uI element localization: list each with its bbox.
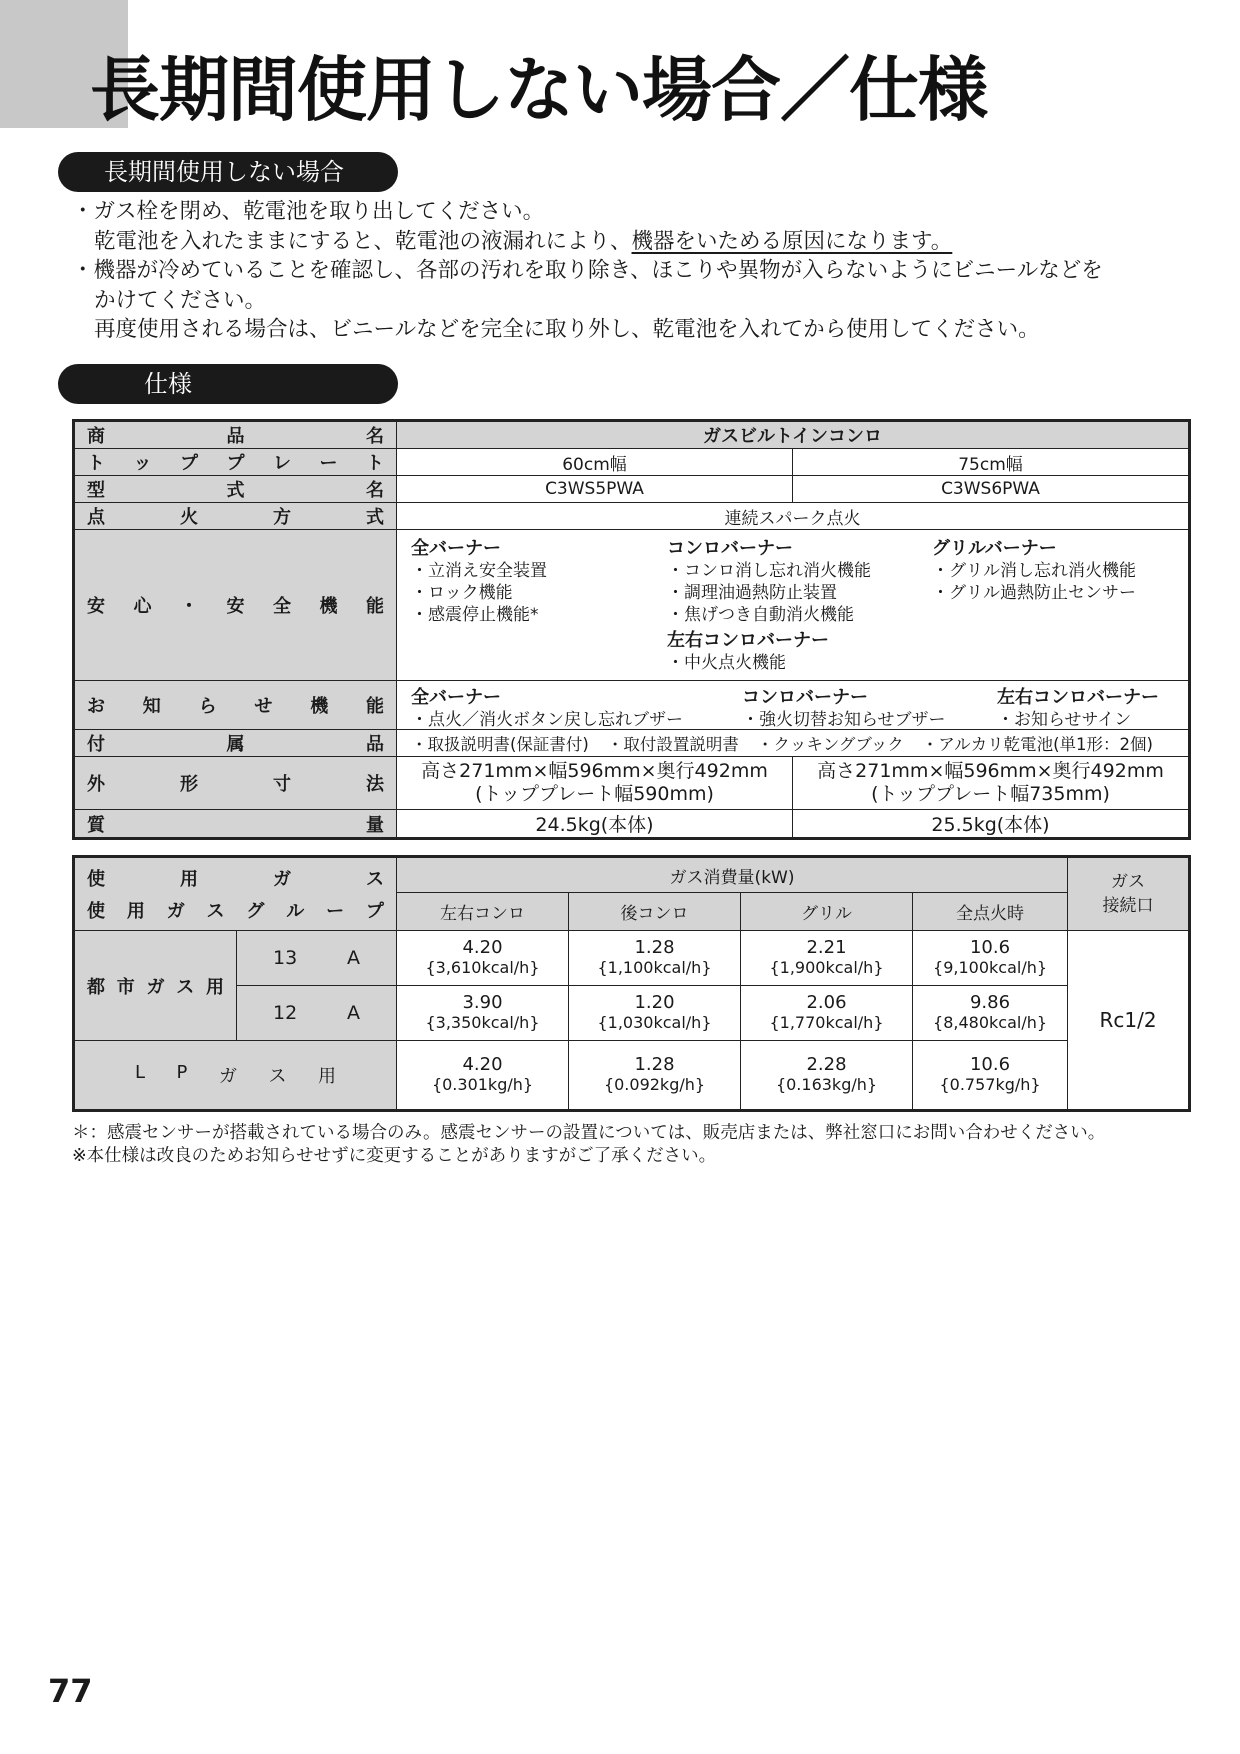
label-char: 量: [366, 814, 384, 836]
col-header-lr: 左右コンロ: [397, 893, 569, 931]
safety-all-title: 全バーナー: [411, 538, 501, 559]
label-text: [75, 422, 396, 448]
label-char: 点: [87, 507, 105, 528]
label-text: [75, 730, 396, 756]
label-char: 用: [126, 901, 145, 922]
table-row: [74, 857, 1190, 893]
list-item: ・コンロ消し忘れ消火機能: [667, 561, 871, 581]
note-text: 乾電池を入れたままにすると、乾電池の液漏れにより、: [94, 228, 632, 254]
label-13a: [237, 931, 397, 986]
label-char: 商: [87, 426, 105, 447]
value: 3.90: [462, 992, 503, 1013]
label-char: 名: [366, 426, 384, 447]
val-lp-rear: [569, 1041, 741, 1111]
safety-grill: [932, 534, 1136, 604]
label-char: 火: [180, 507, 198, 528]
unit-value: {3,610kcal/h}: [425, 958, 540, 977]
label-text: [75, 897, 396, 923]
dims-line: 高さ271mm×幅596mm×奥行492mm: [421, 760, 768, 782]
val-12a-rear: [569, 986, 741, 1041]
label-char: 安: [226, 596, 245, 617]
label-char: ガ: [273, 869, 291, 890]
label-char: プ: [365, 901, 384, 922]
label-12a: [237, 986, 397, 1041]
table-row: [74, 503, 1190, 530]
label-char: ト: [366, 453, 384, 474]
footnotes: [72, 1122, 1105, 1168]
dimensions-75: [793, 757, 1190, 810]
label-char: 名: [366, 480, 384, 501]
label-text: [75, 592, 396, 618]
consumption-header: ガス消費量(kW): [397, 857, 1068, 893]
val-lp-all: [913, 1041, 1068, 1111]
mass-60: 24.5kg(本体): [397, 810, 793, 839]
label-char: P: [176, 1062, 188, 1083]
accessories: [397, 730, 1190, 757]
label-mass: [74, 810, 397, 839]
note-line: ・ガス栓を閉め、乾電池を取り出してください。: [72, 199, 545, 224]
footnote: ＊：感震センサーが搭載されている場合のみ。感震センサーの設置については、販売店または、弊社窓口にお問い合わせください。: [72, 1123, 1106, 1143]
label-char: 品: [226, 426, 245, 447]
notify-konro: [742, 683, 946, 731]
table-row: [74, 1041, 1190, 1111]
list-item: ・感震停止機能*: [411, 605, 539, 625]
mass-75: 25.5kg(本体): [793, 810, 1190, 839]
unit-value: {1,770kcal/h}: [769, 1013, 884, 1032]
col-header-rear: 後コンロ: [569, 893, 741, 931]
label-char: 機: [319, 596, 338, 617]
label-char: グ: [246, 901, 265, 922]
label-char: 型: [87, 480, 105, 501]
list-item: ・グリル過熱防止センサー: [932, 583, 1136, 603]
model-60: C3WS5PWA: [397, 476, 793, 503]
unit-value: {0.301kg/h}: [431, 1075, 534, 1094]
label-dimensions: [74, 757, 397, 810]
safety-grill-title: グリルバーナー: [932, 538, 1057, 559]
value: 1.28: [634, 937, 675, 958]
unit-value: {0.757kg/h}: [939, 1075, 1041, 1094]
safety-all: [411, 534, 547, 626]
label-char: お: [87, 696, 105, 717]
note-line: [72, 227, 1202, 257]
label-char: 用: [206, 976, 224, 998]
label-char: レ: [273, 453, 291, 474]
notify-features: [397, 681, 1190, 730]
label-safety: [74, 530, 397, 681]
list-item: ・中火点火機能: [667, 653, 786, 673]
label-char: 都: [87, 976, 105, 998]
label-text: [75, 503, 396, 529]
unit-value: {8,480kcal/h}: [933, 1013, 1048, 1032]
label-char: ガ: [218, 1066, 237, 1087]
label-char: 使: [87, 901, 105, 922]
label-topplate: [74, 449, 397, 476]
list-item: ・ロック機能: [411, 583, 513, 603]
dimensions-60: [397, 757, 793, 810]
label-char: ー: [319, 453, 338, 474]
label-gas-type: [74, 857, 397, 931]
storage-notes: [72, 197, 1202, 345]
dims-line: (トッププレート幅735mm): [871, 783, 1110, 805]
list-item: ・お知らせサイン: [997, 710, 1132, 730]
section-heading-storage: 長期間使用しない場合: [58, 152, 398, 192]
val-lp-lr: [397, 1041, 569, 1111]
label-char: 能: [366, 596, 384, 617]
label-char: 式: [366, 507, 384, 528]
note-underlined: 機器をいためる原因になります。: [631, 228, 953, 254]
label-char: 用: [180, 869, 198, 890]
list-item: ・調理油過熱防止装置: [667, 583, 837, 603]
value: 4.20: [462, 937, 503, 958]
label-char: ト: [87, 453, 105, 474]
label-ignition: [74, 503, 397, 530]
table-row: [74, 757, 1190, 810]
note-line: ・機器が冷めていることを確認し、各部の汚れを取り除き、ほこりや異物が入らないようにビニールなどを: [72, 258, 1103, 283]
label-text: [75, 811, 396, 837]
label-text: [237, 947, 396, 969]
label-char: 形: [180, 774, 198, 795]
value: 2.21: [806, 937, 847, 958]
connection-header: [1068, 857, 1190, 931]
notify-konro-title: コンロバーナー: [742, 687, 868, 708]
page-number: 77: [48, 1672, 93, 1710]
value: 1.20: [634, 992, 675, 1013]
label-product: [74, 421, 397, 449]
col-header-all: 全点火時: [913, 893, 1068, 931]
val-13a-rear: [569, 931, 741, 986]
val-12a-lr: [397, 986, 569, 1041]
label-text: [75, 692, 396, 718]
label-char: プ: [226, 453, 245, 474]
label-text: [75, 865, 396, 891]
note-line: 再度使用される場合は、ビニールなどを完全に取り外し、乾電池を入れてから使用してください。: [94, 317, 1040, 342]
dims-line: 高さ271mm×幅596mm×奥行492mm: [817, 760, 1164, 782]
label-notify: [74, 681, 397, 730]
value: 2.28: [806, 1054, 847, 1075]
label-char: ガ: [146, 976, 165, 998]
safety-konro: [667, 534, 871, 674]
label-text: [75, 449, 396, 475]
label-char: 12: [273, 1002, 298, 1024]
label-char: 13: [273, 947, 298, 969]
label-char: ス: [176, 976, 195, 998]
accessory-item: ・取扱説明書(保証書付): [411, 735, 589, 754]
topplate-75: 75cm幅: [793, 449, 1190, 476]
list-item: ・焦げつき自動消火機能: [667, 605, 854, 625]
conn-header-line: 接続口: [1102, 896, 1154, 916]
value: 1.28: [634, 1054, 675, 1075]
unit-value: {0.163kg/h}: [775, 1075, 878, 1094]
label-char: 方: [273, 507, 291, 528]
label-char: 法: [366, 774, 384, 795]
label-text: [75, 1062, 396, 1088]
label-char: ス: [268, 1066, 287, 1087]
product-name: ガスビルトインコンロ: [397, 421, 1190, 449]
safety-lr-title: 左右コンロバーナー: [667, 630, 829, 651]
table-row: [74, 530, 1190, 681]
label-text: [75, 770, 396, 796]
accessory-item: ・取付設置説明書: [606, 735, 739, 754]
label-char: 属: [226, 734, 245, 755]
unit-value: {1,100kcal/h}: [597, 958, 712, 977]
val-13a-grill: [741, 931, 913, 986]
safety-konro-title: コンロバーナー: [667, 538, 793, 559]
label-char: ス: [366, 869, 384, 890]
label-char: 安: [87, 596, 105, 617]
label-text: [75, 973, 236, 999]
notify-all: [411, 683, 683, 731]
label-char: 能: [365, 696, 384, 717]
section-heading-spec: 仕様: [58, 364, 398, 404]
safety-features: [397, 530, 1190, 681]
label-char: 寸: [273, 774, 291, 795]
conn-header-line: ガス: [1111, 872, 1146, 892]
label-lp-gas: [74, 1041, 397, 1111]
notify-lr-title: 左右コンロバーナー: [997, 687, 1159, 708]
val-13a-lr: [397, 931, 569, 986]
label-char: 市: [116, 976, 135, 998]
note-line: かけてください。: [94, 287, 267, 313]
label-char: A: [347, 947, 360, 969]
val-lp-grill: [741, 1041, 913, 1111]
table-row: [74, 931, 1190, 986]
label-char: 付: [87, 734, 105, 755]
label-char: 心: [133, 596, 152, 617]
label-accessories: [74, 730, 397, 757]
notify-all-title: 全バーナー: [411, 687, 501, 708]
label-char: プ: [180, 453, 198, 474]
label-model: [74, 476, 397, 503]
footnote: ※本仕様は改良のためお知らせせずに変更することがありますがご了承ください。: [72, 1146, 717, 1166]
val-12a-all: [913, 986, 1068, 1041]
dims-line: (トッププレート幅590mm): [475, 783, 714, 805]
label-city-gas: [74, 931, 237, 1041]
unit-value: {0.092kg/h}: [603, 1075, 706, 1094]
label-char: 知: [142, 696, 161, 717]
notify-lr: [997, 683, 1159, 731]
label-char: ・: [180, 596, 198, 617]
label-char: 品: [366, 734, 384, 755]
accessory-item: ・クッキングブック: [756, 735, 904, 754]
col-header-grill: グリル: [741, 893, 913, 931]
table-row: [74, 810, 1190, 839]
table-row: [74, 421, 1190, 449]
unit-value: {1,900kcal/h}: [769, 958, 884, 977]
val-13a-all: [913, 931, 1068, 986]
val-12a-grill: [741, 986, 913, 1041]
label-char: A: [347, 1002, 360, 1024]
gas-table: [72, 855, 1191, 1112]
table-row: [74, 476, 1190, 503]
list-item: ・点火／消火ボタン戻し忘れブザー: [411, 710, 683, 730]
value: 10.6: [969, 1054, 1011, 1075]
spec-table: [72, 419, 1191, 840]
label-char: 使: [87, 869, 105, 890]
table-row: [74, 730, 1190, 757]
table-row: [74, 986, 1190, 1041]
label-char: 機: [310, 696, 329, 717]
ignition-method: 連続スパーク点火: [397, 503, 1190, 530]
accessory-item: ・アルカリ乾電池(単1形：2個): [921, 735, 1153, 754]
value: 4.20: [462, 1054, 503, 1075]
table-row: [74, 449, 1190, 476]
list-item: ・強火切替お知らせブザー: [742, 710, 946, 730]
value: 9.86: [969, 992, 1011, 1013]
unit-value: {9,100kcal/h}: [933, 958, 1048, 977]
label-text: [75, 476, 396, 502]
model-75: C3WS6PWA: [793, 476, 1190, 503]
label-char: ガ: [166, 901, 185, 922]
label-char: ら: [198, 696, 217, 717]
list-item: ・グリル消し忘れ消火機能: [932, 561, 1136, 581]
label-char: 式: [226, 480, 245, 501]
label-char: ル: [286, 901, 305, 922]
label-char: ス: [206, 901, 225, 922]
connection-size: Rc1/2: [1068, 931, 1190, 1111]
label-char: 外: [87, 774, 105, 795]
label-char: L: [135, 1062, 146, 1083]
label-char: 全: [273, 596, 291, 617]
list-item: ・立消え安全装置: [411, 561, 547, 581]
label-char: ッ: [133, 453, 152, 474]
label-char: 質: [87, 814, 105, 836]
table-row: [74, 681, 1190, 730]
label-text: [237, 1002, 396, 1024]
label-char: ー: [326, 901, 345, 922]
value: 10.6: [969, 937, 1011, 958]
value: 2.06: [806, 992, 847, 1013]
topplate-60: 60cm幅: [397, 449, 793, 476]
label-char: 用: [317, 1066, 336, 1087]
unit-value: {1,030kcal/h}: [597, 1013, 712, 1032]
unit-value: {3,350kcal/h}: [425, 1013, 540, 1032]
label-char: せ: [254, 696, 273, 717]
page-title: 長期間使用しない場合／仕様: [90, 49, 987, 131]
